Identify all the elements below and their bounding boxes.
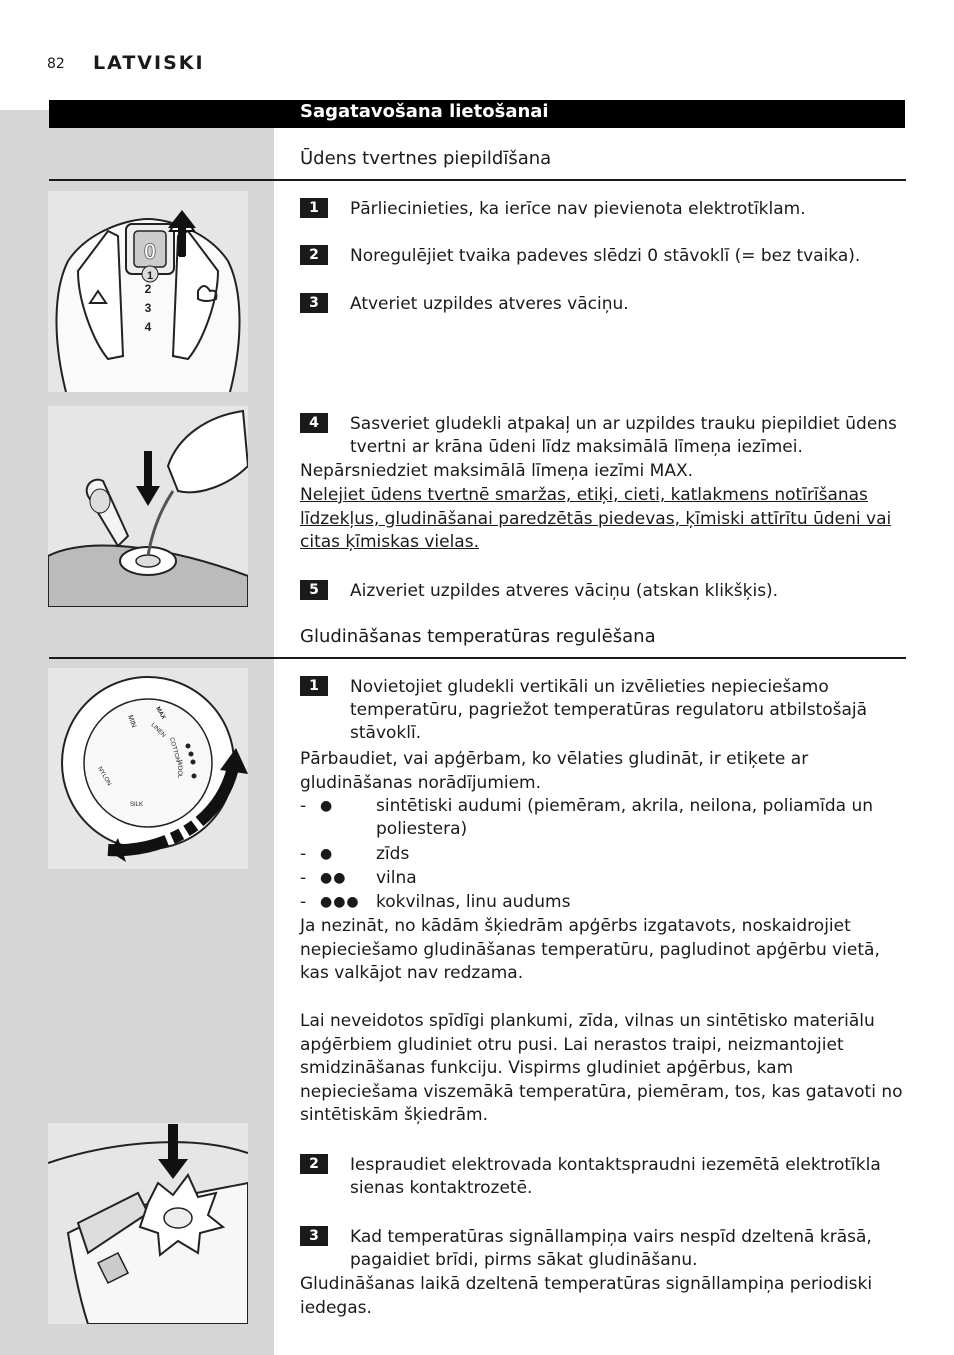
- dial-label-wool: WOOL: [176, 760, 182, 779]
- step-5-close-lid: [300, 580, 910, 603]
- step-3-wait-light: [300, 1226, 910, 1272]
- steam-digit-1: 1: [146, 270, 154, 282]
- steam-digit-4: 4: [144, 320, 152, 334]
- step-text: Aizveriet uzpildes atveres vāciņu (atskan klikšķis).: [350, 581, 779, 601]
- divider: [49, 179, 906, 181]
- subsection-heading-temperature: Gludināšanas temperatūras regulēšana: [300, 626, 656, 647]
- step-text: Kad temperatūras signāllampiņa vairs nespīd dzeltenā krāsā, pagaidiet brīdi, pirms sākat gludināšanu.: [350, 1227, 872, 1270]
- dial-label-silk: SILK: [130, 802, 144, 808]
- dial-label-max: MAX: [154, 706, 167, 721]
- check-label-text: Pārbaudiet, vai apģērbam, ko vēlaties gludināt, ir etiķete ar gludināšanas norādījumiem.: [300, 749, 809, 793]
- step-1-unplug: [300, 198, 910, 221]
- step-number: 1: [300, 676, 328, 696]
- temp-dots: ●: [320, 798, 334, 814]
- page-number: 82: [47, 56, 65, 72]
- para-avoid-shiny-spots: Lai neveidotos spīdīgi plankumi, zīda, vilnas un sintētisko materiālu apģērbiem gludiniet otru pusi. Lai nerastos traipi, neizmantojiet smidzināšanas funkciju. Vispirms gludiniet apģērbus, kam nepieciešama viszemākā temperatūra, piemēram, tos, kas gatavoti no sintētiskām šķiedrām.: [300, 1011, 903, 1125]
- illustration-steam-control: [48, 191, 248, 392]
- illustration-temperature-dial: [48, 668, 248, 869]
- step-number: 3: [300, 293, 328, 313]
- step-number: 4: [300, 413, 328, 433]
- step-number: 1: [300, 198, 328, 218]
- steam-digit-3: 3: [144, 301, 152, 315]
- step-number: 3: [300, 1226, 328, 1246]
- subsection-heading-water-tank: Ūdens tvertnes piepildīšana: [300, 148, 552, 169]
- divider: [49, 657, 906, 659]
- step-text: Novietojiet gludekli vertikāli un izvēlieties nepieciešamo temperatūru, pagriežot temperatūras regulatoru atbilstošajā stāvoklī.: [350, 677, 868, 743]
- dial-label-nylon: NYLON: [96, 766, 112, 787]
- step-1-select-temperature: [300, 676, 910, 745]
- step-3-open-lid: [300, 293, 910, 316]
- step-number: 2: [300, 1154, 328, 1174]
- step-text: Iespraudiet elektrovada kontaktspraudni iezemētā elektrotīkla sienas kontaktrozetē.: [350, 1155, 881, 1198]
- step-text: Sasveriet gludekli atpakaļ un ar uzpildes trauku piepildiet ūdens tvertni ar krāna ūdeni līdz maksimālā līmeņa iezīmei.: [350, 414, 897, 457]
- temp-dots: ●: [320, 846, 334, 862]
- steam-digit-2: 2: [144, 282, 152, 296]
- warning-no-additives: Nelejiet ūdens tvertnē smaržas, etiķi, cieti, katlakmens notīrīšanas līdzekļus, gludināšanai paredzētās piedevas, ķīmiski attīrītu ūdeni vai citas ķīmiskas vielas.: [300, 485, 892, 552]
- step-2-steam-zero: [300, 245, 910, 268]
- note-max-level: Nepārsniedziet maksimālā līmeņa iezīmi MAX.: [300, 461, 694, 481]
- note-light-cycles: Gludināšanas laikā dzeltenā temperatūras signāllampiņa periodiski iedegas.: [300, 1274, 873, 1318]
- temp-dots: ●●●: [320, 894, 360, 910]
- step-text: Atveriet uzpildes atveres vāciņu.: [350, 294, 629, 314]
- dial-label-min: MIN: [126, 714, 138, 729]
- step-number: 2: [300, 245, 328, 265]
- step-number: 5: [300, 580, 328, 600]
- section-title: Sagatavošana lietošanai: [300, 101, 549, 122]
- step-text: Noregulējiet tvaika padeves slēdzi 0 stāvoklī (= bez tvaika).: [350, 246, 861, 266]
- illustration-filling-water: [48, 406, 248, 607]
- para-unknown-fabric: Ja nezināt, no kādām šķiedrām apģērbs izgatavots, noskaidrojiet nepieciešamo gludināšanas temperatūru, pagludinot apģērbu vietā, kas valkājot nav redzama.: [300, 916, 880, 983]
- language-heading: LATVISKI: [93, 52, 205, 74]
- dial-label-linen: LINEN: [149, 722, 167, 739]
- step-2-plug-in: [300, 1154, 910, 1200]
- step-4-fill-tank: [300, 413, 910, 459]
- dial-label-cotton: COTTON: [168, 736, 181, 763]
- section-title-bar: [49, 100, 905, 128]
- temp-dots: ●●: [320, 870, 347, 886]
- step-text: Pārliecinieties, ka ierīce nav pievienota elektrotīklam.: [350, 199, 806, 219]
- illustration-temperature-light: [48, 1123, 248, 1324]
- steam-digit-0: 0: [143, 239, 157, 264]
